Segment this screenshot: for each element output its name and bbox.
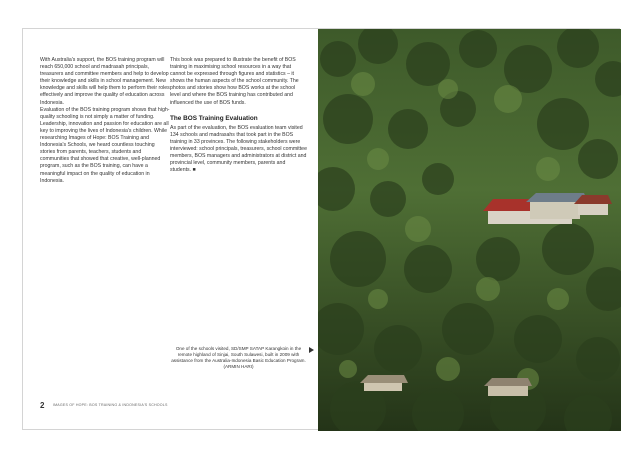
book-spread (22, 28, 620, 430)
page-footer (40, 395, 168, 413)
running-title: IMAGES OF HOPE: BOS TRAINING & INDONESIA'S SCHOOLS (52, 403, 168, 407)
paragraph-evaluation-summary: Evaluation of the BOS training program shows that high-quality schooling is not simply a matter of funding. Leadership, innovation and passion for education are all key to improving the lives of Indonesia's children. While researching Images of Hope: BOS Training and Indonesia's Schools, we heard countless touching stories from parents, teachers, students and communities that showed that creative, well-planned program, such as the BOS training, can have a meaningful impact on the quality of education in Indonesia. (40, 106, 170, 184)
paragraph-australia-support: With Australia's support, the BOS training program will reach 650,000 school and madrasah principals, treasurers and committee members and help to develop their knowledge and skills in school management. New knowledge and skills will help them to perform their roles effectively and improve the quality of education across Indonesia. (40, 57, 170, 106)
forest-school-photo (318, 29, 621, 431)
photo-caption: One of the schools visited, SD/SMP SATAP Karangkoin in the remote highland of Sinjai, South Sulawesi, built in 2009 with assistance from the Australia-Indonesia Basic Education Program. (ARMIN HARI) (171, 346, 306, 370)
paragraph-evaluation-details: As part of the evaluation, the BOS evaluation team visited 134 schools and madrasahs that took part in the BOS training in 33 provinces. The following stakeholders were interviewed: school principals, treasurers, school committee members, BOS managers and administrators at district and provincial level, community members, parents and students. ■ (170, 124, 307, 174)
caption-arrow-icon (309, 347, 314, 353)
page-number: 2 (40, 401, 45, 410)
right-text-column (170, 57, 307, 174)
section-heading: The BOS Training Evaluation (170, 114, 258, 122)
left-text-column (40, 57, 170, 185)
paragraph-book-purpose: This book was prepared to illustrate the benefit of BOS training in maximising school resources in a way that cannot be expressed through figures and statistics – it shows the human aspects of the school community. The photos and stories show how BOS works at the school level and where the BOS training has contributed and influenced the use of BOS funds. (170, 57, 299, 106)
